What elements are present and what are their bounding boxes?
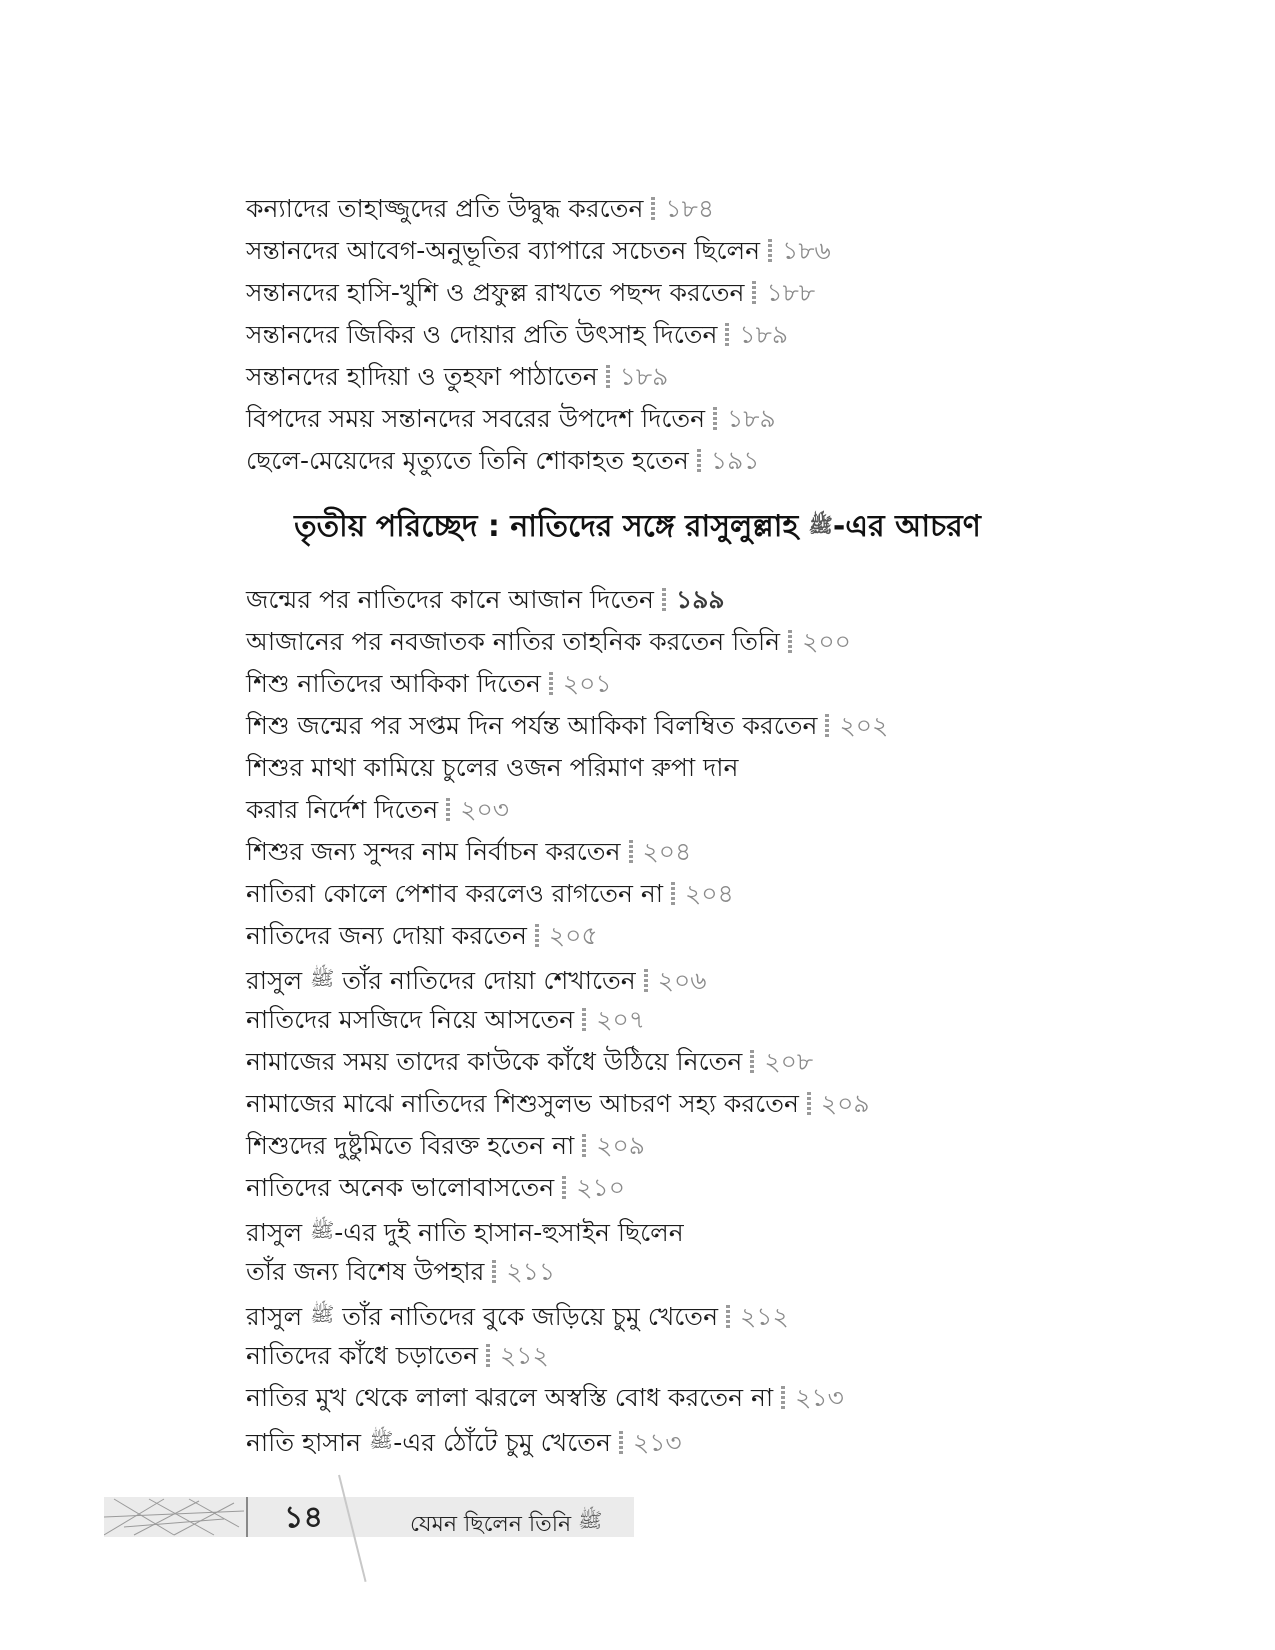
toc-entry-title: নাতির মুখ থেকে লালা ঝরলে অস্বস্তি বোধ করতেন না	[246, 1383, 774, 1412]
dotted-separator	[807, 1092, 811, 1116]
dotted-separator	[582, 1008, 586, 1032]
dotted-separator	[713, 407, 717, 431]
toc-entry-page: ২০৪	[642, 837, 692, 866]
salawat-symbol: ﷺ	[310, 1218, 335, 1242]
toc-entry-title-rest: -এর ঠোঁটে চুমু খেতেন	[393, 1428, 611, 1457]
dotted-separator	[750, 1050, 754, 1074]
toc-entry-page: ২০৯	[596, 1131, 646, 1160]
dotted-separator	[788, 630, 792, 654]
toc-entry-page: ২০৭	[596, 1005, 645, 1034]
toc-entry-page: ২০৯	[820, 1089, 870, 1118]
toc-entry-title: শিশুদের দুষ্টুমিতে বিরক্ত হতেন না	[246, 1131, 575, 1160]
toc-entry-title: শিশু জন্মের পর সপ্তম দিন পর্যন্ত আকিকা বিলম্বিত করতেন	[246, 711, 818, 740]
toc-entry-page: ২০৬	[657, 966, 707, 995]
dotted-separator	[562, 1176, 566, 1200]
toc-entry-page: ২১৩	[795, 1383, 844, 1412]
salawat-symbol: ﷺ	[808, 513, 833, 537]
toc-entry-page: ২১৩	[632, 1428, 682, 1457]
dotted-separator	[606, 365, 610, 389]
toc-entry-page: ২১১	[506, 1257, 556, 1286]
toc-entry-title: নামাজের মাঝে নাতিদের শিশুসুলভ আচরণ সহ্য করতেন	[246, 1089, 799, 1118]
dotted-separator	[492, 1260, 496, 1284]
book-title-text: যেমন ছিলেন তিনি	[410, 1512, 572, 1537]
toc-entry-title: শিশুর মাথা কামিয়ে চুলের ওজন পরিমাণ রুপা দান	[246, 753, 739, 782]
toc-entry-title-rest: -এর দুই নাতি হাসান-হুসাইন ছিলেন	[334, 1218, 684, 1247]
toc-entry-title: নাতিদের কাঁধে চড়াতেন	[246, 1341, 479, 1370]
toc-entry-page: ২০৮	[764, 1047, 814, 1076]
salawat-symbol: ﷺ	[578, 1508, 603, 1532]
toc-entry-page: ২১২	[740, 1302, 789, 1331]
toc-entry[interactable]	[246, 1293, 1026, 1335]
toc-entry-title: বিপদের সময় সন্তানদের সবরের উপদেশ দিতেন	[246, 404, 706, 433]
toc-entry-title: নামাজের সময় তাদের কাউকে কাঁধে উঠিয়ে নিতেন	[246, 1047, 743, 1076]
toc-entry[interactable]	[246, 1377, 1026, 1419]
toc-entry[interactable]	[246, 1125, 1026, 1167]
toc-entry-line-2[interactable]	[246, 789, 1026, 831]
chapter-heading-suffix: -এর আচরণ	[832, 509, 981, 544]
toc-entry-page: ১৮৯	[727, 404, 776, 433]
toc-entry[interactable]	[246, 579, 1026, 621]
toc-entry[interactable]	[246, 188, 1026, 230]
toc-entry-title: নাতিদের মসজিদে নিয়ে আসতেন	[246, 1005, 575, 1034]
toc-entry-title: শিশু নাতিদের আকিকা দিতেন	[246, 669, 541, 698]
salawat-symbol: ﷺ	[310, 1302, 335, 1326]
toc-entry[interactable]	[246, 957, 1026, 999]
toc-entry-title: রাসুল	[246, 1302, 303, 1331]
toc-entry[interactable]	[246, 398, 1026, 440]
toc-entry-title: সন্তানদের হাদিয়া ও তুহফা পাঠাতেন	[246, 362, 598, 391]
toc-entry-page: ১৯৯	[675, 585, 725, 614]
dotted-separator	[629, 840, 633, 864]
dotted-separator	[781, 1386, 785, 1410]
dotted-separator	[446, 798, 450, 822]
dotted-separator	[486, 1344, 490, 1368]
toc-entry-title: সন্তানদের আবেগ-অনুভূতির ব্যাপারে সচেতন ছিলেন	[246, 236, 761, 265]
toc-entry-title: জন্মের পর নাতিদের কানে আজান দিতেন	[246, 585, 654, 614]
toc-section-1	[246, 188, 1026, 482]
dotted-separator	[697, 449, 701, 473]
toc-entry-title-rest: তাঁর নাতিদের দোয়া শেখাতেন	[342, 966, 636, 995]
book-title	[410, 1503, 602, 1542]
toc-entry[interactable]	[246, 1335, 1026, 1377]
toc-entry[interactable]	[246, 356, 1026, 398]
toc-entry-page: ২০০	[802, 627, 851, 656]
toc-entry-page: ২০৩	[460, 795, 509, 824]
toc-entry[interactable]	[246, 1083, 1026, 1125]
toc-entry-page: ১৯১	[710, 446, 760, 475]
salawat-symbol: ﷺ	[310, 966, 335, 990]
dotted-separator	[726, 1305, 730, 1329]
toc-entry-page: ২০২	[839, 711, 889, 740]
dotted-separator	[549, 672, 553, 696]
toc-entry[interactable]	[246, 705, 1026, 747]
toc-entry[interactable]	[246, 663, 1026, 705]
dotted-separator	[768, 239, 772, 263]
footer-divider	[246, 1497, 248, 1537]
toc-entry[interactable]	[246, 1419, 1026, 1461]
toc-entry-page: ১৮৯	[619, 362, 669, 391]
dotted-separator	[535, 924, 539, 948]
toc-entry[interactable]	[246, 873, 1026, 915]
toc-entry-title: সন্তানদের হাসি-খুশি ও প্রফুল্ল রাখতে পছন্দ করতেন	[246, 278, 745, 307]
geometric-pattern-icon	[104, 1497, 244, 1537]
toc-entry-title: নাতিরা কোলে পেশাব করলেও রাগতেন না	[246, 879, 664, 908]
toc-entry[interactable]	[246, 1167, 1026, 1209]
toc-entry-page: ২১২	[500, 1341, 549, 1370]
dotted-separator	[651, 197, 655, 221]
toc-entry-page: ১৮৮	[766, 278, 816, 307]
toc-entry-title: নাতিদের অনেক ভালোবাসতেন	[246, 1173, 555, 1202]
toc-entry[interactable]	[246, 831, 1026, 873]
toc-entry-title: কন্যাদের তাহাজ্জুদের প্রতি উদ্বুদ্ধ করতেন	[246, 194, 644, 223]
toc-entry-page: ১৮৯	[739, 320, 789, 349]
toc-entry-title: আজানের পর নবজাতক নাতির তাহনিক করতেন তিনি	[246, 627, 781, 656]
toc-entry-title: শিশুর জন্য সুন্দর নাম নির্বাচন করতেন	[246, 837, 621, 866]
toc-entry-title: রাসুল	[246, 966, 303, 995]
toc-entry[interactable]	[246, 621, 1026, 663]
toc-section-2	[246, 579, 1026, 1461]
toc-entry-line-2[interactable]	[246, 1251, 1026, 1293]
toc-entry-title-rest: তাঁর নাতিদের বুকে জড়িয়ে চুমু খেতেন	[342, 1302, 718, 1331]
dotted-separator	[662, 588, 666, 612]
toc-entry-title: নাতিদের জন্য দোয়া করতেন	[246, 921, 527, 950]
toc-entry-page: ২০৫	[548, 921, 598, 950]
toc-entry-page: ২০১	[562, 669, 612, 698]
toc-entry-page: ২০৪	[685, 879, 734, 908]
toc-entry-title: নাতি হাসান	[246, 1428, 362, 1457]
dotted-separator	[825, 714, 829, 738]
toc-entry-page: ২১০	[576, 1173, 625, 1202]
toc-entry-page: ১৮৪	[665, 194, 715, 223]
toc-entry[interactable]	[246, 999, 1026, 1041]
chapter-heading	[0, 502, 1275, 553]
page-number: ১৪	[284, 1500, 323, 1535]
toc-entry[interactable]	[246, 915, 1026, 957]
toc-entry-title: করার নির্দেশ দিতেন	[246, 795, 439, 824]
dotted-separator	[644, 969, 648, 993]
toc-entry-page: ১৮৬	[782, 236, 831, 265]
toc-entry-title: রাসুল	[246, 1218, 303, 1247]
dotted-separator	[752, 281, 756, 305]
toc-entry-title: সন্তানদের জিকির ও দোয়ার প্রতি উৎসাহ দিতেন	[246, 320, 718, 349]
salawat-symbol: ﷺ	[369, 1428, 394, 1452]
toc-entry[interactable]	[246, 272, 1026, 314]
toc-entry-title: তাঁর জন্য বিশেষ উপহার	[246, 1257, 485, 1286]
toc-entry-title: ছেলে-মেয়েদের মৃত্যুতে তিনি শোকাহত হতেন	[246, 446, 689, 475]
toc-entry-line-1[interactable]	[246, 747, 1026, 789]
toc-entry-line-1[interactable]	[246, 1209, 1026, 1251]
dotted-separator	[725, 323, 729, 347]
toc-entry[interactable]	[246, 230, 1026, 272]
chapter-heading-text: তৃতীয় পরিচ্ছেদ : নাতিদের সঙ্গে রাসুলুল্লাহ	[294, 509, 799, 544]
dotted-separator	[582, 1134, 586, 1158]
dotted-separator	[619, 1431, 623, 1455]
toc-entry[interactable]	[246, 314, 1026, 356]
dotted-separator	[671, 882, 675, 906]
toc-entry[interactable]	[246, 1041, 1026, 1083]
toc-entry[interactable]	[246, 440, 1026, 482]
